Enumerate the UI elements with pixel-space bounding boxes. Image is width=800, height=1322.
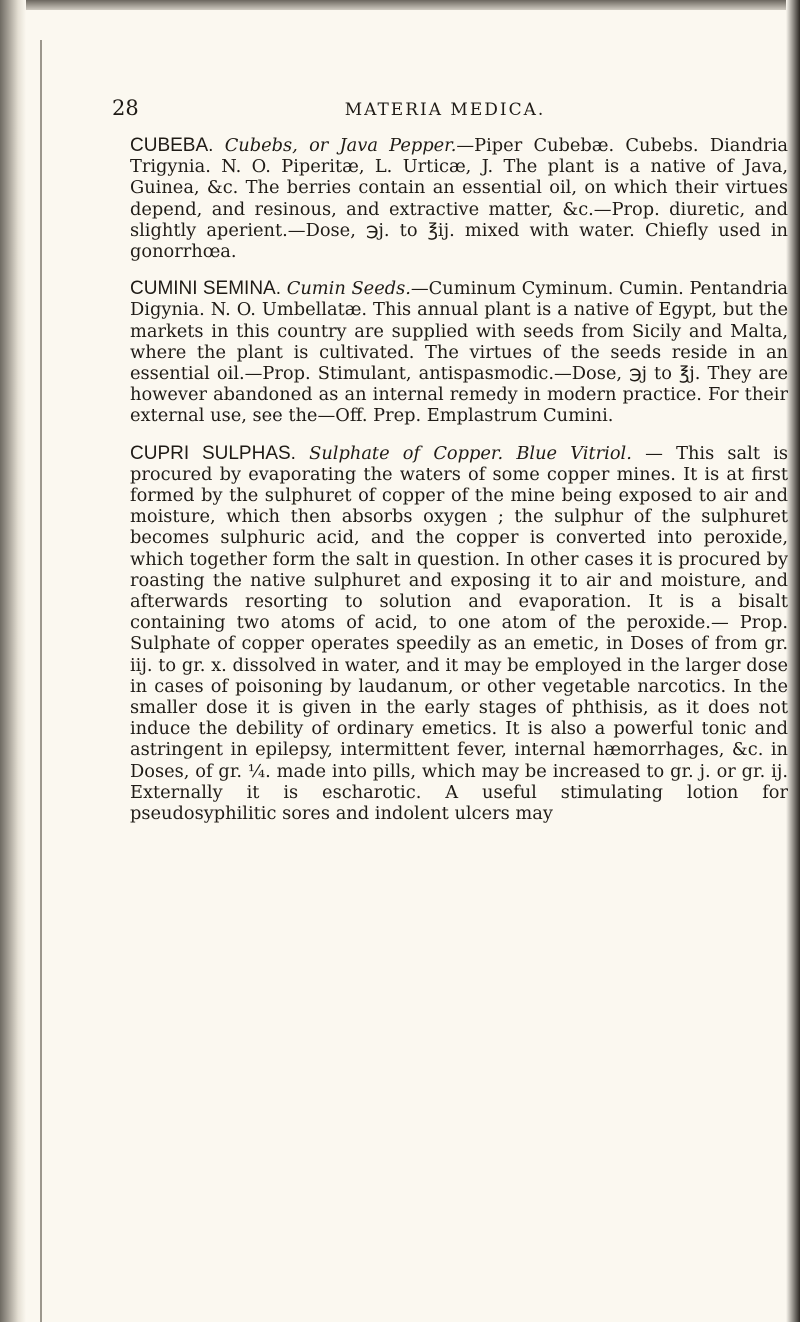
entry-common-name: Cumin Seeds. [286, 278, 411, 300]
entry-common-name: Sulphate of Copper. Blue Vitriol. [309, 442, 632, 464]
scan-left-edge [0, 0, 26, 1322]
entry-text: —Cuminum Cyminum. Cumin. Pentandria Digynia. N. O. Umbellatæ. This annual plant is a native of Egypt, but the markets in this country are supplied with seeds from Sicily and Malta, where the plant is cultivated. The virtues of the seeds reside in an essential oil.—Prop. Stimulant, antispasmodic.—Dose, ℈j to ℥j. They are however abandoned as an internal remedy in modern practice. For their external use, see the—Off. Prep. Emplastrum Cumini. [130, 278, 788, 427]
entry-headword: CUMINI SEMINA. [130, 278, 282, 300]
page-body [130, 135, 788, 840]
running-title: MATERIA MEDICA. [344, 100, 546, 120]
entry-text: — This salt is procured by evaporating the waters of some copper mines. It is at first formed by the sulphuret of copper of the mine being exposed to air and moisture, which then absorbs oxygen ; the sulphur of the sulphuret becomes sulphuric acid, and the copper is converted into peroxide, which together form the salt in question. In other cases it is procured by roasting the native sulphuret and exposing it to air and moisture, and afterwards resorting to solution and evaporation. It is a bisalt containing two atoms of acid, to one atom of the peroxide.— Prop. Sulphate of copper operates speedily as an emetic, in Doses of from gr. iij. to gr. x. dissolved in water, and it may be employed in the larger dose in cases of poisoning by laudanum, or other vegetable narcotics. In the smaller dose it is given in the early stages of phthisis, as it does not induce the debility of ordinary emetics. It is also a powerful tonic and astringent in epilepsy, intermittent fever, internal hæmorrhages, &c. in Doses, of gr. ¼. made into pills, which may be increased to gr. j. or gr. ij. Externally it is escharotic. A useful stimulating lotion for pseudosyphilitic sores and indolent ulcers may [130, 442, 789, 825]
page-margin-line [40, 40, 42, 1322]
page-number: 28 [112, 96, 139, 120]
entry-cupri-sulphas [130, 443, 788, 825]
entry-headword: CUBEBA. [130, 135, 214, 156]
entry-paragraph [130, 278, 788, 426]
entry-common-name: Cubebs, or Java Pepper. [224, 135, 457, 156]
scan-right-edge [786, 0, 800, 1322]
entry-text: —Piper Cubebæ. Cubebs. Diandria Trigynia. N. O. Piperitæ, L. Urticæ, J. The plant is a native of Java, Guinea, &c. The berries contain an essential oil, on which their virtues depend, and resinous, and extractive matter, &c.—Prop. diuretic, and slightly aperient.—Dose, ℈j. to ℥ij. mixed with water. Chiefly used in gonorrhœa. [130, 135, 788, 263]
entry-paragraph [130, 135, 788, 262]
entry-cumini-semina [130, 278, 788, 426]
scan-top-edge [0, 0, 800, 10]
entry-paragraph [130, 443, 788, 825]
entry-headword: CUPRI SULPHAS. [130, 442, 296, 464]
entry-cubeba [130, 135, 788, 262]
